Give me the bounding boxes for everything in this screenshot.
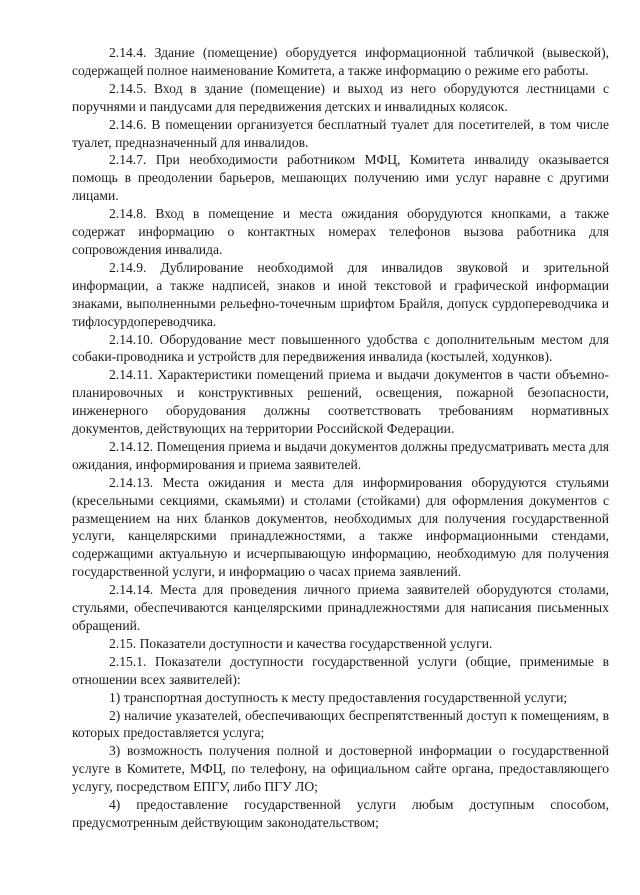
paragraph-2-14-7: 2.14.7. При необходимости работником МФЦ, Комитета инвалиду оказывается помощь в преодолении барьеров, мешающих получению ими услуг наравне с другими лицами. [72, 152, 609, 204]
paragraph-2-14-11: 2.14.11. Характеристики помещений приема и выдачи документов в части объемно-планировочных и конструктивных решений, освещения, пожарной безопасности, инженерного оборудования должны соответствовать требованиям нормативных документов, действующих на территории Российской Федерации. [72, 367, 609, 437]
paragraph-2-14-10: 2.14.10. Оборудование мест повышенного удобства с дополнительным местом для собаки-проводника и устройств для передвижения инвалида (костылей, ходунков). [72, 331, 609, 365]
paragraph-2-15: 2.15. Показатели доступности и качества государственной услуги. [109, 635, 493, 651]
list-item-1: 1) транспортная доступность к месту предоставления государственной услуги; [109, 689, 568, 705]
paragraph-2-15-1: 2.15.1. Показатели доступности государственной услуги (общие, применимые в отношении всех заявителей): [72, 653, 609, 687]
paragraph-2-14-8: 2.14.8. Вход в помещение и места ожидания оборудуются кнопками, а также содержат информацию о контактных номерах телефонов вызова работника для сопровождения инвалида. [72, 206, 609, 257]
paragraph-2-14-9: 2.14.9. Дублирование необходимой для инвалидов звуковой и зрительной информации, а также надписей, знаков и иной текстовой и графической информации знаками, выполненными рельефно-точечным шрифтом Брайля, допуск сурдопереводчика и тифлосурдопереводчика. [72, 259, 609, 329]
list-item-3: 3) возможность получения полной и достоверной информации о государственной услуге в Комитете, МФЦ, по телефону, на официальном сайте органа, предоставляющего услугу, посредством ЕПГУ, либо ПГУ ЛО; [72, 743, 609, 795]
paragraph-2-14-5: 2.14.5. Вход в здание (помещение) и выход из него оборудуются лестницами с поручнями и пандусами для передвижения детских и инвалидных колясок. [72, 80, 609, 114]
paragraph-2-14-13: 2.14.13. Места ожидания и места для информирования оборудуются стульями (кресельными секциями, скамьями) и столами (стойками) для оформления документов с размещением на них бланков документов, необходимых для получения государственной услуги, канцелярскими принадлежностями, а также информационными стендами, содержащими актуальную и исчерпывающую информацию, необходимую для получения государственной услуги, и информацию о часах приема заявлений. [72, 474, 609, 580]
paragraph-2-14-4: 2.14.4. Здание (помещение) оборудуется информационной табличкой (вывеской), содержащей полное наименование Комитета, а также информацию о режиме его работы. [72, 45, 609, 78]
list-item-4: 4) предоставление государственной услуги любым доступным способом, предусмотренным действующим законодательством; [72, 797, 609, 830]
paragraph-2-14-12: 2.14.12. Помещения приема и выдачи документов должны предусматривать места для ожидания, информирования и приема заявителей. [72, 438, 609, 472]
list-item-2: 2) наличие указателей, обеспечивающих беспрепятственный доступ к помещениям, в которых предоставляется услуга; [72, 707, 609, 741]
document-page [72, 44, 609, 832]
paragraph-2-14-6: 2.14.6. В помещении организуется бесплатный туалет для посетителей, в том числе туалет, предназначенный для инвалидов. [72, 116, 609, 150]
paragraph-2-14-14: 2.14.14. Места для проведения личного приема заявителей оборудуются столами, стульями, обеспечиваются канцелярскими принадлежностями для написания письменных обращений. [72, 582, 609, 633]
